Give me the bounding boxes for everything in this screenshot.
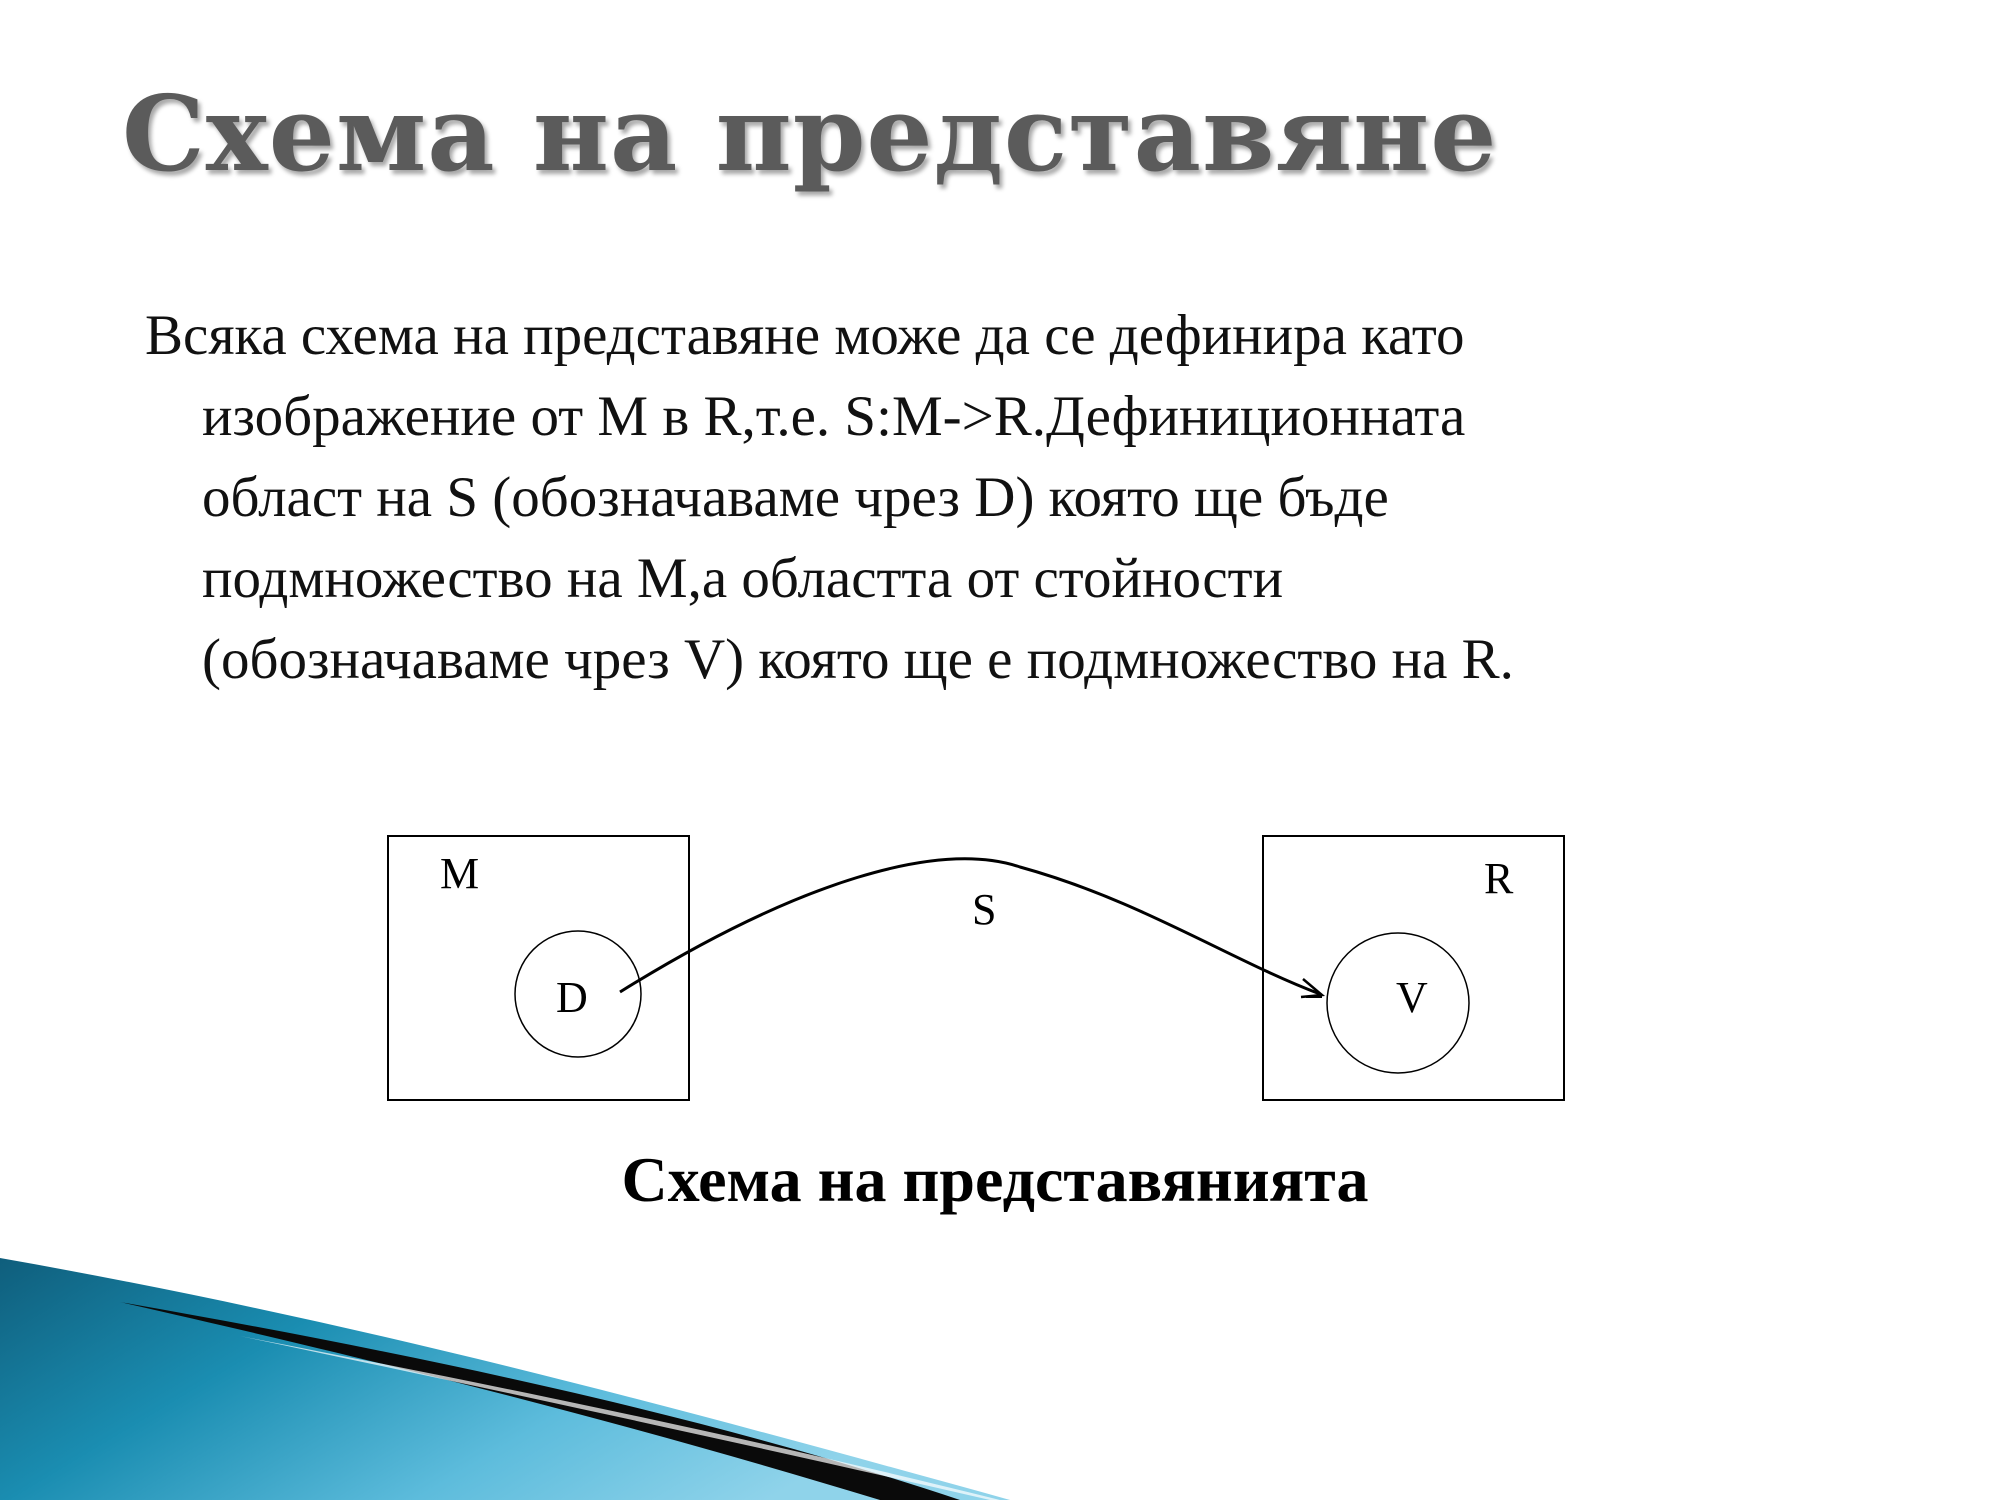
range-v-label: V [1396, 973, 1428, 1022]
domain-d-label: D [556, 973, 588, 1022]
slide-title: Схема на представяне [122, 72, 1498, 195]
body-line-1: Всяка схема на представяне може да се дефинира като [145, 304, 1465, 367]
body-line-5: (обозначаваме чрез V) която ще е подмножество на R. [202, 628, 1514, 691]
set-m-label: M [440, 849, 480, 898]
set-r-box [1263, 836, 1564, 1100]
body-line-4: подмножество на M,а областта от стойности [202, 547, 1284, 610]
mapping-s-label: S [972, 885, 997, 934]
mapping-arrow [620, 859, 1320, 994]
diagram-caption: Схема на представянията [621, 1144, 1369, 1215]
body-line-2: изображение от M в R,т.е. S:M->R.Дефиниционната [202, 385, 1466, 448]
set-r-label: R [1484, 854, 1514, 903]
body-line-3: област на S (обозначаваме чрез D) която ще бъде [202, 466, 1389, 529]
set-m-box [388, 836, 689, 1100]
